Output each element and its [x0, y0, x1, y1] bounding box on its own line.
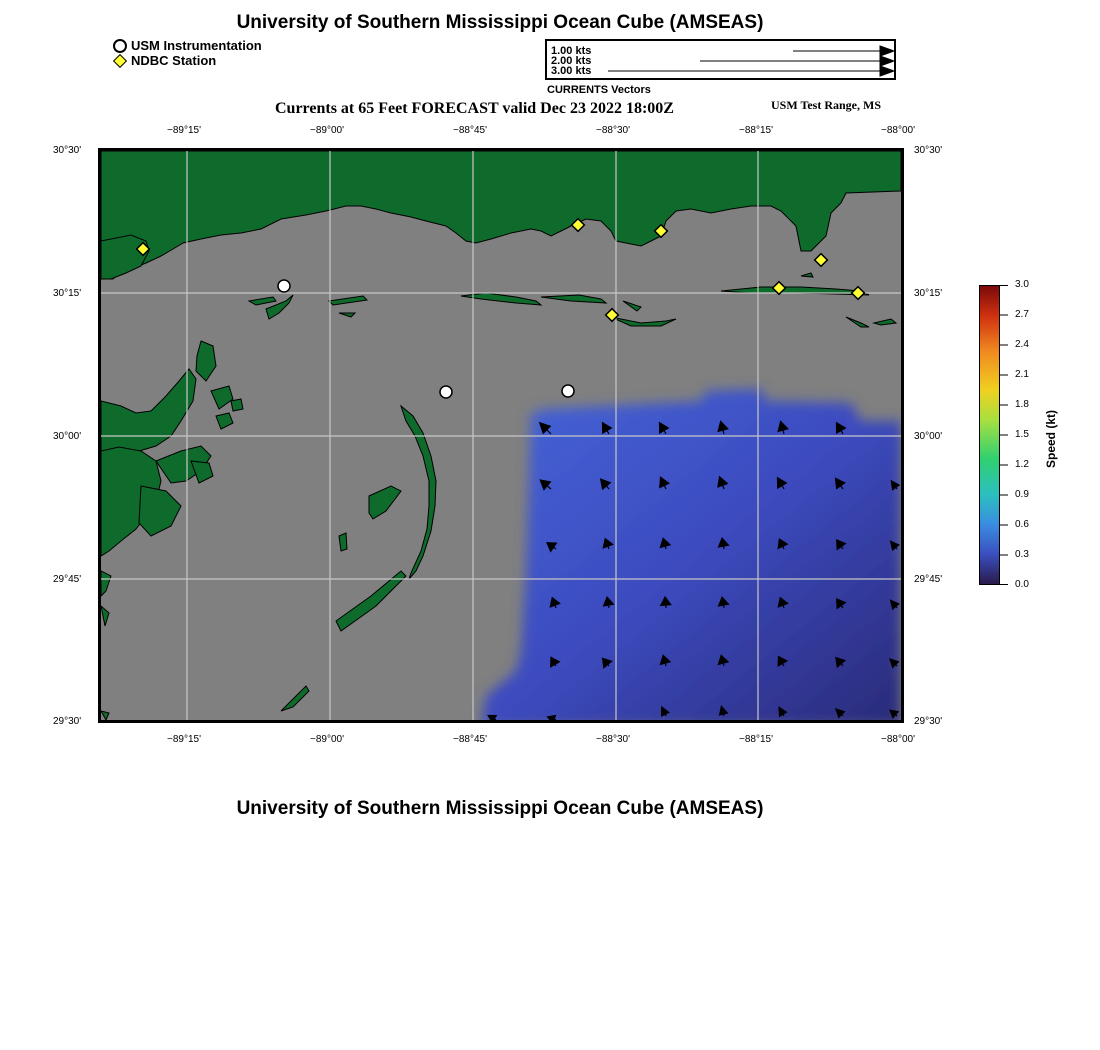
legend-ndbc-row [113, 53, 262, 68]
current-map [101, 151, 901, 720]
colorbar-tick-label: 1.5 [1015, 429, 1029, 440]
colorbar-tick-label: 2.7 [1015, 309, 1029, 320]
colorbar-tick-label: 3.0 [1015, 279, 1029, 290]
colorbar-tick-label: 1.2 [1015, 459, 1029, 470]
top-lon-tick-3: −88°45' [453, 125, 487, 136]
right-lat-tick-5: 29°30' [914, 716, 943, 727]
left-lat-tick-4: 29°45' [53, 574, 82, 585]
vector-key-box [545, 39, 896, 80]
usm-marker [562, 385, 574, 397]
left-lat-tick-3: 30°00' [53, 431, 82, 442]
bottom-lon-tick-6: −88°00' [881, 734, 915, 745]
ndbc-diamond-icon [113, 53, 127, 67]
bottom-lon-tick-1: −89°15' [167, 734, 201, 745]
vector-key-row-2: 2.00 kts [551, 55, 592, 67]
colorbar-tick-marks [1000, 285, 1012, 585]
footer-title: University of Southern Mississippi Ocean Cube (AMSEAS) [236, 798, 764, 819]
map-subtitle: Currents at 65 Feet FORECAST valid Dec 23 2022 18:00Z [275, 100, 674, 117]
vector-key-row-3: 3.00 kts [551, 65, 592, 77]
page-title: University of Southern Mississippi Ocean Cube (AMSEAS) [236, 12, 764, 33]
right-lat-tick-3: 30°00' [914, 431, 943, 442]
current-speed-field [481, 389, 901, 720]
colorbar [979, 285, 1000, 585]
usm-circle-icon [113, 39, 127, 53]
top-lon-tick-5: −88°15' [739, 125, 773, 136]
bottom-lon-tick-2: −89°00' [310, 734, 344, 745]
colorbar-ticks [1000, 279, 1040, 590]
right-lat-tick-1: 30°30' [914, 145, 943, 156]
colorbar-tick-label: 0.6 [1015, 519, 1029, 530]
colorbar-tick-label: 0.3 [1015, 549, 1029, 560]
top-lon-tick-2: −89°00' [310, 125, 344, 136]
colorbar-label: Speed (kt) [1044, 409, 1058, 468]
map-frame [98, 148, 904, 723]
vector-key-row-1: 1.00 kts [551, 45, 592, 57]
colorbar-tick-label: 2.1 [1015, 369, 1029, 380]
right-lat-tick-2: 30°15' [914, 288, 943, 299]
colorbar-tick-label: 1.8 [1015, 399, 1029, 410]
bottom-lon-tick-4: −88°30' [596, 734, 630, 745]
usm-marker [278, 280, 290, 292]
colorbar-tick-label: 2.4 [1015, 339, 1029, 350]
legend-usm-row [113, 38, 262, 53]
left-lat-tick-5: 29°30' [53, 716, 82, 727]
usm-marker [440, 386, 452, 398]
legend-usm-label: USM Instrumentation [131, 38, 262, 53]
colorbar-tick-label: 0.9 [1015, 489, 1029, 500]
vector-key-caption: CURRENTS Vectors [547, 84, 651, 96]
vector-key-arrows [547, 41, 894, 78]
left-lat-tick-1: 30°30' [53, 145, 82, 156]
bottom-lon-tick-5: −88°15' [739, 734, 773, 745]
legend-ndbc-label: NDBC Station [131, 53, 217, 68]
top-lon-tick-4: −88°30' [596, 125, 630, 136]
bottom-lon-tick-3: −88°45' [453, 734, 487, 745]
top-lon-tick-6: −88°00' [881, 125, 915, 136]
top-lon-tick-1: −89°15' [167, 125, 201, 136]
range-label: USM Test Range, MS [771, 98, 882, 112]
left-lat-tick-2: 30°15' [53, 288, 82, 299]
right-lat-tick-4: 29°45' [914, 574, 943, 585]
colorbar-tick-label: 0.0 [1015, 579, 1029, 590]
station-legend [113, 38, 262, 68]
